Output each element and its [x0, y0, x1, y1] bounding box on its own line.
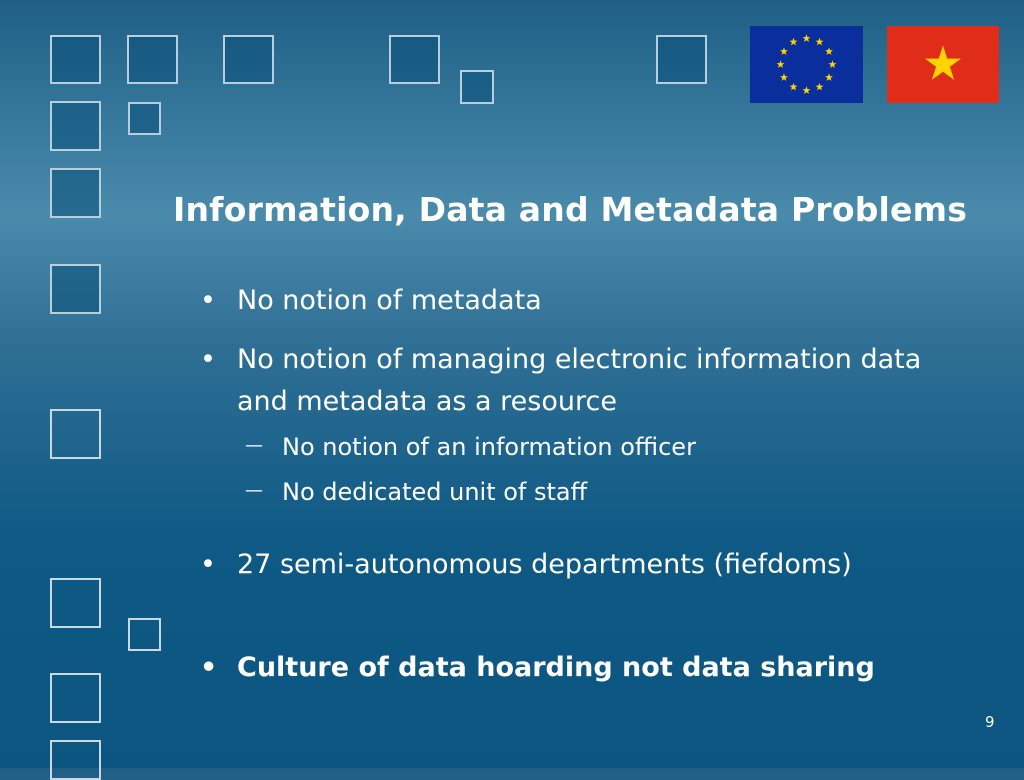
- eu-flag-icon: [750, 26, 863, 103]
- vietnam-star-icon: [887, 26, 999, 103]
- eu-star-icon: [790, 38, 798, 46]
- eu-star-icon: [829, 60, 837, 68]
- eu-star-icon: [777, 60, 785, 68]
- decor-square: [50, 264, 101, 314]
- eu-star-icon: [780, 73, 788, 81]
- eu-star-icon: [825, 73, 833, 81]
- eu-star-icon: [790, 83, 798, 91]
- decor-square: [128, 102, 161, 135]
- vietnam-flag-icon: [887, 26, 999, 103]
- bullet-item: • No notion of metadata: [200, 280, 980, 322]
- eu-stars: [750, 26, 863, 103]
- decor-square: [50, 578, 101, 628]
- decor-square: [127, 35, 178, 84]
- bullet-item: • 27 semi-autonomous departments (fiefdoms): [200, 544, 980, 586]
- sub-bullet-item: — No dedicated unit of staff: [237, 470, 980, 515]
- decor-square: [50, 35, 101, 84]
- eu-star-icon: [803, 86, 811, 94]
- sub-bullet-item: — No notion of an information officer: [237, 425, 980, 470]
- decor-square: [50, 168, 101, 218]
- bullet-item: • No notion of managing electronic information data and metadata as a resource: [200, 339, 980, 423]
- bullet-list: [200, 280, 980, 689]
- eu-star-icon: [816, 38, 824, 46]
- decor-square: [50, 409, 101, 459]
- bullet-item: • Culture of data hoarding not data sharing: [200, 647, 980, 689]
- decor-square: [50, 673, 101, 723]
- decor-square: [223, 35, 274, 84]
- eu-star-icon: [780, 47, 788, 55]
- decor-square: [50, 740, 101, 780]
- eu-star-icon: [803, 34, 811, 42]
- eu-star-icon: [825, 47, 833, 55]
- decor-square: [50, 101, 101, 151]
- decor-square: [656, 35, 707, 84]
- slide-title: Information, Data and Metadata Problems: [173, 190, 968, 229]
- decor-square: [128, 618, 161, 651]
- page-number: 9: [985, 713, 995, 731]
- eu-star-icon: [816, 83, 824, 91]
- decor-square: [460, 70, 494, 104]
- decor-square: [389, 35, 440, 84]
